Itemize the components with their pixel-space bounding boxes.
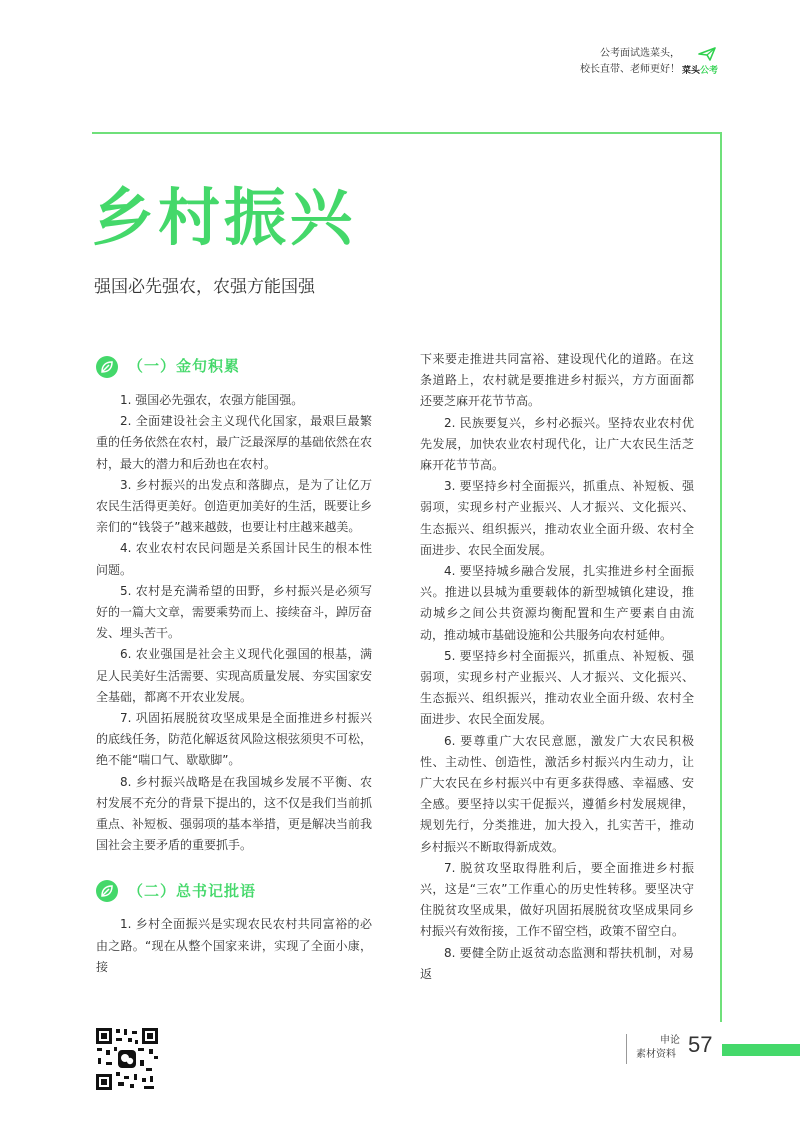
page-subtitle: 强国必先强农，农强方能国强 bbox=[94, 277, 315, 297]
section-1-paragraph: 6. 农业强国是社会主义现代化强国的根基，满足人民美好生活需要、实现高质量发展、夯实国家安全基础，都离不开农业发展。 bbox=[96, 647, 373, 704]
continued-paragraph: 下来要走推进共同富裕、建设现代化的道路。在这条道路上，农村就是要推进乡村振兴，方方面面都还要芝麻开花节节高。 bbox=[420, 352, 694, 409]
section-2-paragraph: 4. 要坚持城乡融合发展，扎实推进乡村全面振兴。推进以县城为重要载体的新型城镇化建设，推动城乡之间公共资源均衡配置和生产要素自由流动，推动城市基础设施和公共服务向农村延伸。 bbox=[420, 564, 694, 642]
header-slogan-line-2: 校长直带、老师更好！ bbox=[580, 64, 680, 75]
frame-top-line bbox=[92, 132, 722, 134]
brand-logo-text bbox=[682, 63, 718, 76]
header-slogan bbox=[580, 46, 680, 78]
section-1-paragraph: 3. 乡村振兴的出发点和落脚点，是为了让亿万农民生活得更美好。创造更加美好的生活，既要让乡亲们的“钱袋子”越来越鼓，也要让村庄越来越美。 bbox=[96, 477, 373, 535]
section-1-paragraph: 1. 强国必先强农，农强方能国强。 bbox=[120, 393, 304, 407]
right-column bbox=[420, 349, 694, 985]
page-title: 乡村振兴 bbox=[92, 181, 357, 254]
footer-label bbox=[636, 1034, 680, 1062]
footer-label-line-1: 申论 bbox=[660, 1035, 680, 1046]
section-title-1: （一）金句积累 bbox=[128, 357, 241, 376]
section-spacer bbox=[96, 856, 372, 874]
section-heading-1 bbox=[96, 350, 372, 384]
section-2-paragraph: 3. 要坚持乡村全面振兴，抓重点、补短板、强弱项，实现乡村产业振兴、人才振兴、文化振兴、生态振兴、组织振兴，推动农业全面升级、农村全面进步、农民全面发展。 bbox=[420, 479, 694, 557]
section-1-paragraph: 5. 农村是充满希望的田野，乡村振兴是必须写好的一篇大文章，需要乘势而上、接续奋斗，踔厉奋发、埋头苦干。 bbox=[96, 583, 373, 641]
section-2-paragraph: 7. 脱贫攻坚取得胜利后，要全面推进乡村振兴，这是“三农”工作重心的历史性转移。要坚决守住脱贫攻坚成果，做好巩固拓展脱贫攻坚成果同乡村振兴有效衔接，工作不留空档，政策不留空白。 bbox=[420, 860, 694, 939]
header-slogan-line-1: 公考面试选菜头， bbox=[600, 48, 680, 59]
section-2-paragraph: 1. 乡村全面振兴是实现农民农村共同富裕的必由之路。“现在从整个国家来讲，实现了全面小康，接 bbox=[96, 917, 372, 974]
section-heading-2 bbox=[96, 874, 372, 908]
brand-logo-text-a: 菜头 bbox=[681, 66, 700, 76]
paper-plane-icon bbox=[698, 47, 716, 61]
leaf-icon bbox=[96, 880, 118, 902]
section-1-paragraph: 7. 巩固拓展脱贫攻坚成果是全面推进乡村振兴的底线任务，防范化解返贫风险这根弦须臾不可松，绝不能“喘口气、歇歇脚”。 bbox=[96, 711, 373, 768]
footer-label-line-2: 素材资料 bbox=[636, 1049, 676, 1060]
brand-logo bbox=[681, 47, 718, 77]
footer-divider bbox=[626, 1034, 627, 1064]
section-title-2: （二）总书记批语 bbox=[128, 881, 257, 900]
left-column bbox=[96, 350, 372, 978]
qr-code bbox=[94, 1026, 160, 1092]
brand-logo-text-b: 公考 bbox=[699, 66, 718, 76]
section-1-paragraph: 4. 农业农村农民问题是关系国计民生的根本性问题。 bbox=[96, 541, 372, 577]
section-1-paragraph: 2. 全面建设社会主义现代化国家，最艰巨最繁重的任务依然在农村，最广泛最深厚的基础依然在农村，最大的潜力和后劲也在农村。 bbox=[96, 414, 373, 471]
section-2-paragraph: 6. 要尊重广大农民意愿，激发广大农民积极性、主动性、创造性，激活乡村振兴内生动力，让广大农民在乡村振兴中有更多获得感、幸福感、安全感。要坚持以实干促振兴，遵循乡村发展规律，规划先行，分类推进，加大投入，扎实苦干，推动乡村振兴不断取得新成效。 bbox=[420, 733, 694, 854]
footer-accent-bar bbox=[722, 1044, 800, 1056]
frame-right-line bbox=[720, 132, 722, 1022]
leaf-icon bbox=[96, 356, 118, 378]
section-2-paragraph: 8. 要健全防止返贫动态监测和帮扶机制，对易返 bbox=[420, 945, 694, 981]
section-2-paragraph: 2. 民族要复兴，乡村必振兴。坚持农业农村优先发展，加快农业农村现代化，让广大农民生活芝麻开花节节高。 bbox=[420, 415, 694, 473]
section-1-paragraph: 8. 乡村振兴战略是在我国城乡发展不平衡、农村发展不充分的背景下提出的，这不仅是我们当前抓重点、补短板、强弱项的基本举措，更是解决当前我国社会主要矛盾的重要抓手。 bbox=[96, 774, 373, 853]
section-2-paragraph: 5. 要坚持乡村全面振兴，抓重点、补短板、强弱项，实现乡村产业振兴、人才振兴、文化振兴、生态振兴、组织振兴，推动农业全面升级、农村全面进步、农民全面发展。 bbox=[420, 648, 694, 727]
page-number: 57 bbox=[688, 1032, 713, 1057]
